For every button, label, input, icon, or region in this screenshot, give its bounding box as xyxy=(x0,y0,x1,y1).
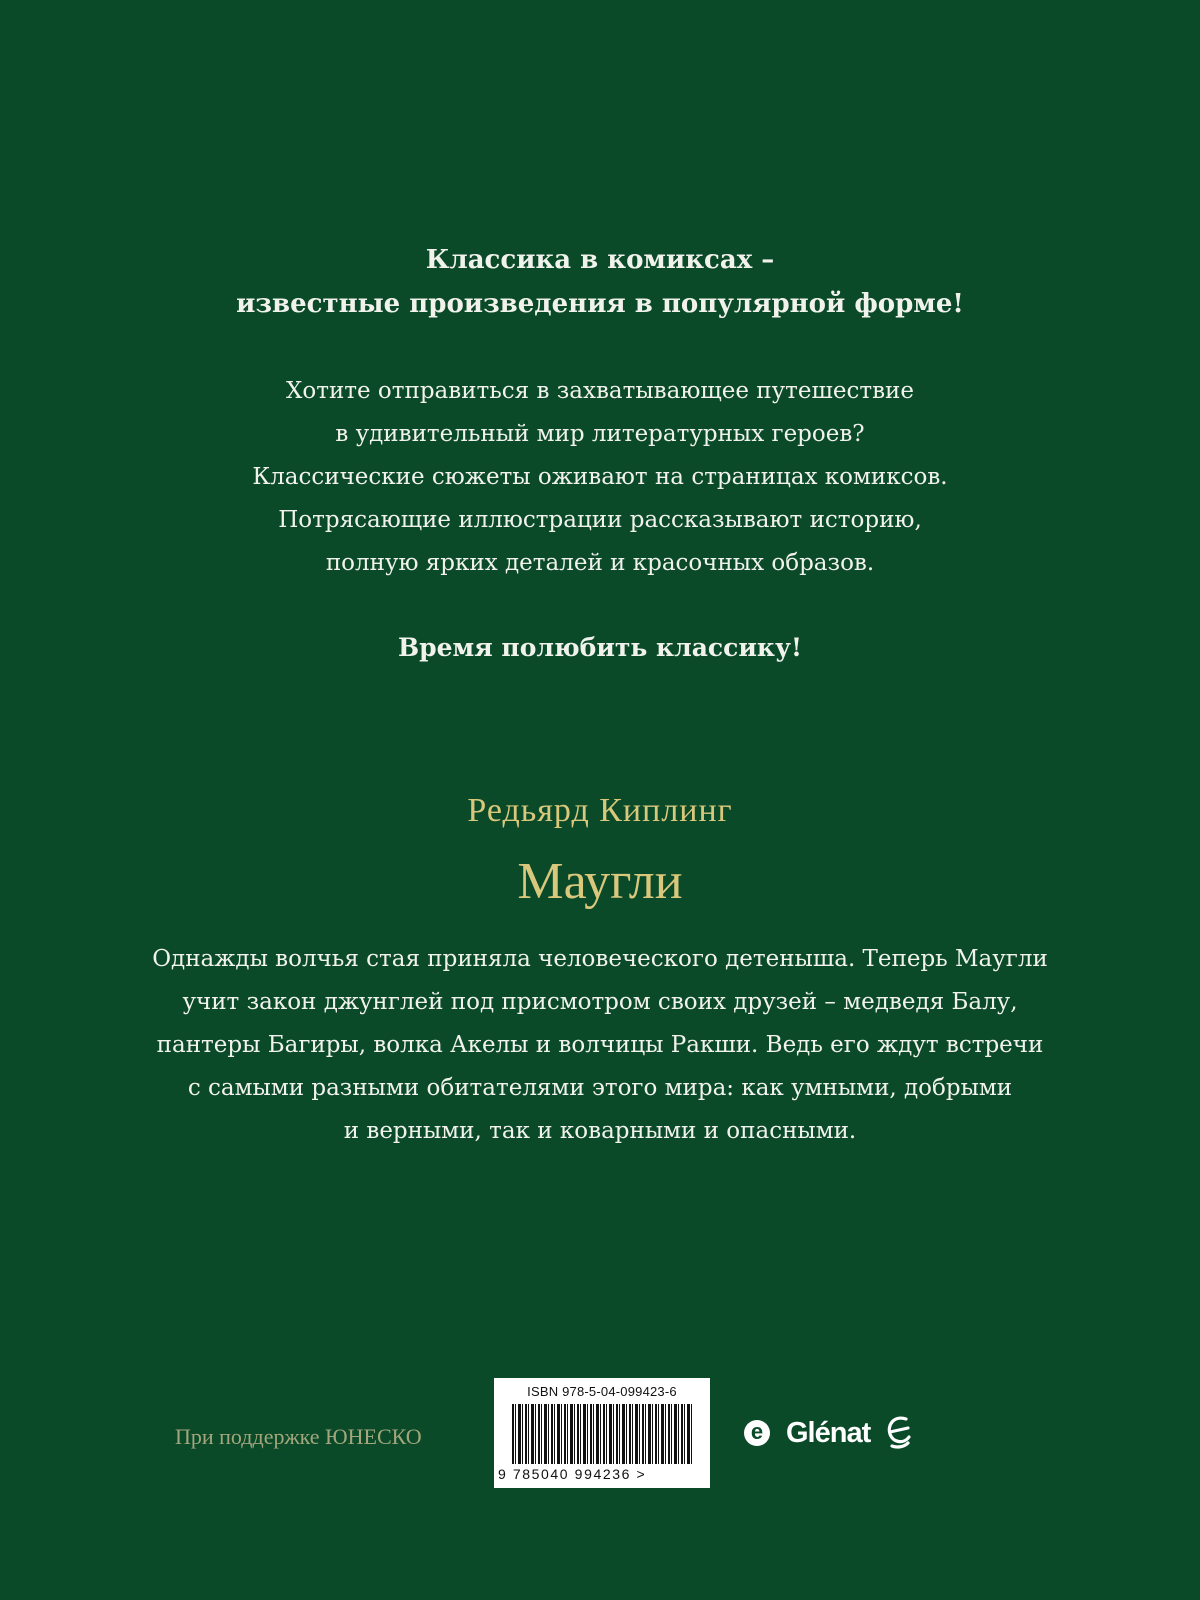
book-author: Редьярд Киплинг xyxy=(467,792,733,829)
blurb-line-5: и верными, так и коварными и опасными. xyxy=(343,1118,857,1144)
glenat-logo: Glénat xyxy=(786,1417,871,1449)
slogan-line-2: известные произведения в популярной форме! xyxy=(236,289,964,319)
slogan xyxy=(0,238,1200,326)
unesco-support-note: При поддержке ЮНЕСКО xyxy=(175,1424,422,1449)
intro-line-3: Классические сюжеты оживают на страницах комиксов. xyxy=(252,464,948,490)
blurb-line-4: с самыми разными обитателями этого мира: как умными, добрыми xyxy=(187,1075,1013,1101)
intro-paragraph xyxy=(0,370,1200,585)
eksmo-logo: e xyxy=(744,1420,770,1446)
isbn-barcode xyxy=(494,1378,710,1488)
isbn-number: ISBN 978-5-04-099423-6 xyxy=(527,1384,677,1399)
call-to-action: Время полюбить классику! xyxy=(398,633,802,662)
intro-line-4: Потрясающие иллюстрации рассказывают историю, xyxy=(278,507,922,533)
book-title: Маугли xyxy=(517,853,683,910)
blurb-line-2: учит закон джунглей под присмотром своих друзей – медведя Балу, xyxy=(182,989,1018,1015)
blurb-line-3: пантеры Багиры, волка Акелы и волчицы Ракши. Ведь его ждут встречи xyxy=(156,1032,1044,1058)
swirl-e-icon xyxy=(884,1413,914,1449)
barcode-bars xyxy=(512,1404,694,1464)
barcode-digits: 9 785040 994236 > xyxy=(498,1466,647,1482)
blurb-line-1: Однажды волчья стая приняла человеческого детеныша. Теперь Маугли xyxy=(152,946,1048,972)
slogan-line-1: Классика в комиксах – xyxy=(425,245,775,275)
intro-line-2: в удивительный мир литературных героев? xyxy=(335,421,865,447)
intro-line-5: полную ярких деталей и красочных образов. xyxy=(325,550,875,576)
book-blurb xyxy=(0,938,1200,1153)
intro-line-1: Хотите отправиться в захватывающее путешествие xyxy=(286,378,914,404)
